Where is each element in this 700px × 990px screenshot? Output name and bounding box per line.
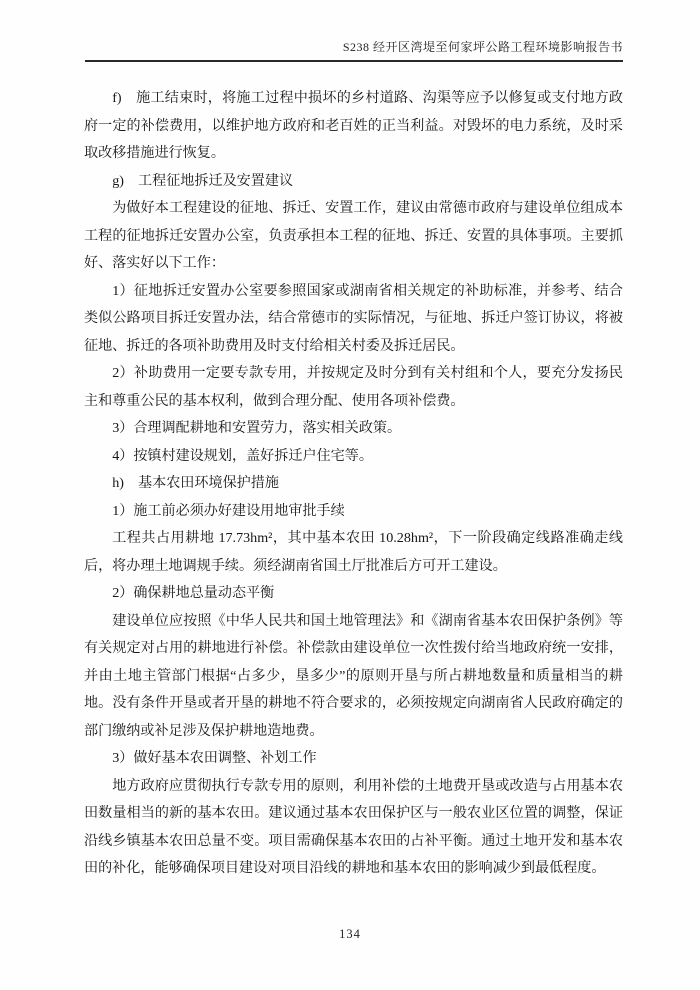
paragraph: g) 工程征地拆迁及安置建议 <box>112 172 294 189</box>
paragraph: 4）按镇村建设规划，盖好拆迁户住宅等。 <box>112 447 373 464</box>
paragraph: 1）施工前必须办好建设用地审批手续 <box>112 502 345 519</box>
paragraph: 为做好本工程建设的征地、拆迁、安置工作，建议由常德市政府与建设单位组成本工程的征地拆迁安置办公室，负责承担本工程的征地、拆迁、安置的具体事项。主要抓好、落实好以下工作： <box>84 200 623 271</box>
paragraph: 工程共占用耕地 17.73hm²，其中基本农田 10.28hm²，下一阶段确定线路准确走线后，将办理土地调规手续。须经湖南省国土厅批准后方可开工建设。 <box>84 530 623 574</box>
paragraph: f) 施工结束时，将施工过程中损坏的乡村道路、沟渠等应予以修复或支付地方政府一定的补偿费用，以维护地方政府和老百姓的正当利益。对毁坏的电力系统，及时采取改移措施进行恢复。 <box>84 90 623 161</box>
paragraph: 2）确保耕地总量动态平衡 <box>112 585 275 601</box>
document-body <box>84 85 623 883</box>
running-header <box>85 40 623 62</box>
page-number: 134 <box>339 927 361 941</box>
page-footer <box>0 927 700 942</box>
running-header-title: S238 经开区湾堤至何家坪公路工程环境影响报告书 <box>342 40 623 54</box>
paragraph: 3）合理调配耕地和安置劳力，落实相关政策。 <box>112 420 402 436</box>
paragraph: 1）征地拆迁安置办公室要参照国家或湖南省相关规定的补助标准，并参考、结合类似公路项目拆迁安置办法，结合常德市的实际情况，与征地、拆迁户签订协议，将被征地、拆迁的各项补助费用及时支付给相关村委及拆迁居民。 <box>84 282 623 354</box>
paragraph: h) 基本农田环境保护措施 <box>112 475 279 491</box>
paragraph: 2）补助费用一定要专款专用，并按规定及时分到有关村组和个人，要充分发扬民主和尊重公民的基本权利，做到合理分配、使用各项补偿费。 <box>84 365 623 409</box>
paragraph: 地方政府应贯彻执行专款专用的原则，利用补偿的土地费开垦或改造与占用基本农田数量相当的新的基本农田。建议通过基本农田保护区与一般农业区位置的调整，保证沿线乡镇基本农田总量不变。项目需确保基本农田的占补平衡。通过土地开发和基本农田的补化，能够确保项目建设对项目沿线的耕地和基本农田的影响减少到最低程度。 <box>84 777 623 876</box>
paragraph: 3）做好基本农田调整、补划工作 <box>112 750 317 766</box>
paragraph: 建设单位应按照《中华人民共和国土地管理法》和《湖南省基本农田保护条例》等有关规定对占用的耕地进行补偿。补偿款由建设单位一次性拨付给当地政府统一安排，并由土地主管部门根据“占多少，垦多少”的原则开垦与所占耕地数量和质量相当的耕地。没有条件开垦或者开垦的耕地不符合要求的，必须按规定向湖南省人民政府确定的部门缴纳或补足涉及保护耕地造地费。 <box>84 612 623 739</box>
